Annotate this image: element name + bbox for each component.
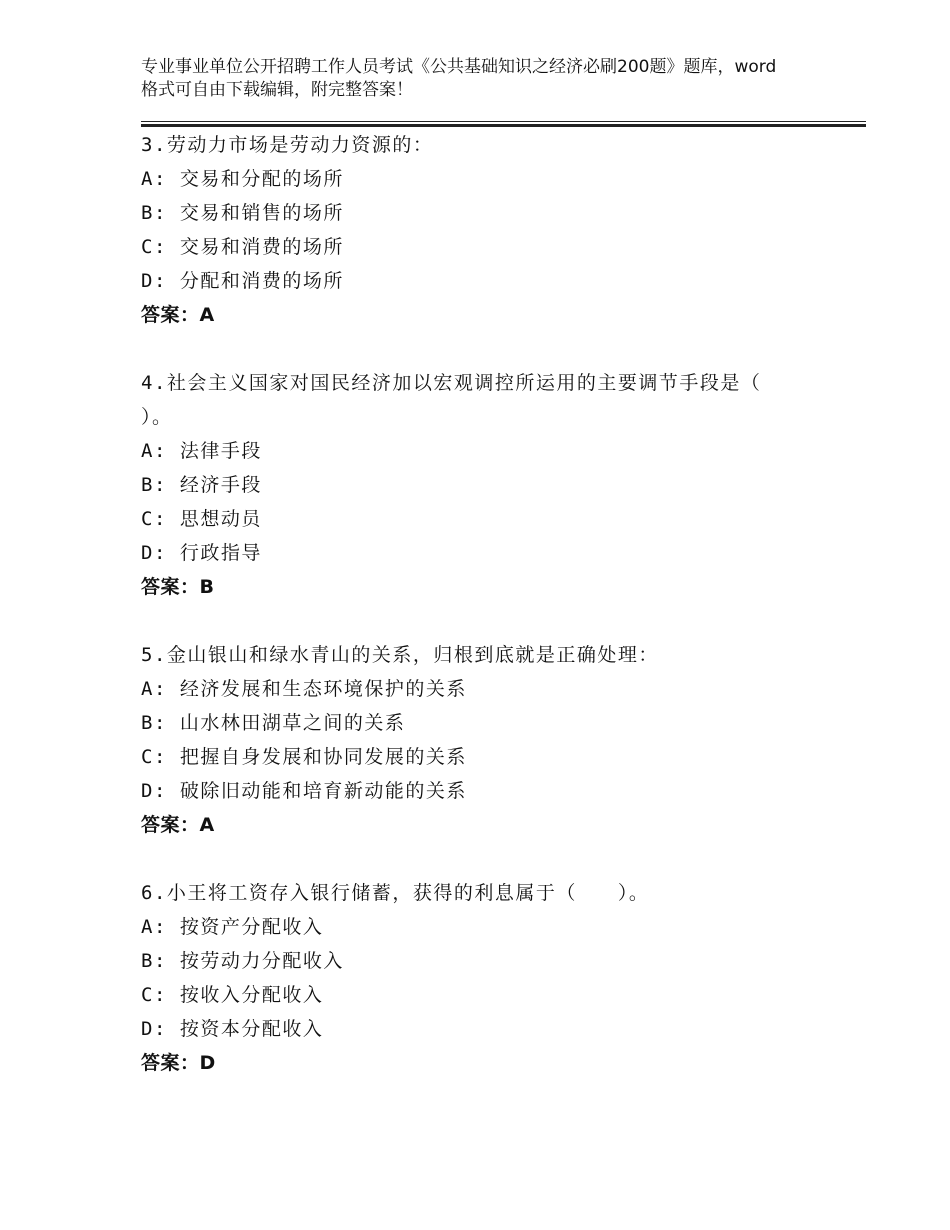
- question-4: [141, 366, 866, 604]
- option-a: A: 交易和分配的场所: [141, 168, 344, 190]
- question-list: [141, 128, 866, 1114]
- option-c: C: 交易和消费的场所: [141, 236, 344, 258]
- option-b: B: 经济手段: [141, 474, 262, 496]
- answer: 答案：A: [141, 304, 215, 326]
- question-5: [141, 638, 866, 842]
- answer: 答案：B: [141, 576, 215, 598]
- header-divider-thick: [141, 124, 866, 127]
- option-a: A: 经济发展和生态环境保护的关系: [141, 678, 467, 700]
- question-3: [141, 128, 866, 332]
- question-stem: 4.社会主义国家对国民经济加以宏观调控所运用的主要调节手段是（ ）。: [141, 372, 762, 428]
- option-b: B: 交易和销售的场所: [141, 202, 344, 224]
- question-stem: 5.金山银山和绿水青山的关系，归根到底就是正确处理：: [141, 644, 659, 666]
- header-divider-thin: [141, 121, 866, 122]
- option-d: D: 行政指导: [141, 542, 262, 564]
- option-a: A: 法律手段: [141, 440, 262, 462]
- option-b: B: 按劳动力分配收入: [141, 950, 344, 972]
- question-stem: 3.劳动力市场是劳动力资源的：: [141, 134, 434, 156]
- option-d: D: 按资本分配收入: [141, 1018, 324, 1040]
- option-b: B: 山水林田湖草之间的关系: [141, 712, 406, 734]
- option-d: D: 分配和消费的场所: [141, 270, 344, 292]
- answer: 答案：A: [141, 814, 215, 836]
- option-a: A: 按资产分配收入: [141, 916, 324, 938]
- option-c: C: 思想动员: [141, 508, 262, 530]
- question-6: [141, 876, 866, 1080]
- option-c: C: 把握自身发展和协同发展的关系: [141, 746, 467, 768]
- option-c: C: 按收入分配收入: [141, 984, 324, 1006]
- question-stem: 6.小王将工资存入银行储蓄，获得的利息属于（ ）。: [141, 882, 650, 904]
- document-header: 专业事业单位公开招聘工作人员考试《公共基础知识之经济必刷200题》题库，word格式可自由下载编辑，附完整答案！: [141, 57, 777, 100]
- answer: 答案：D: [141, 1052, 216, 1074]
- option-d: D: 破除旧动能和培育新动能的关系: [141, 780, 467, 802]
